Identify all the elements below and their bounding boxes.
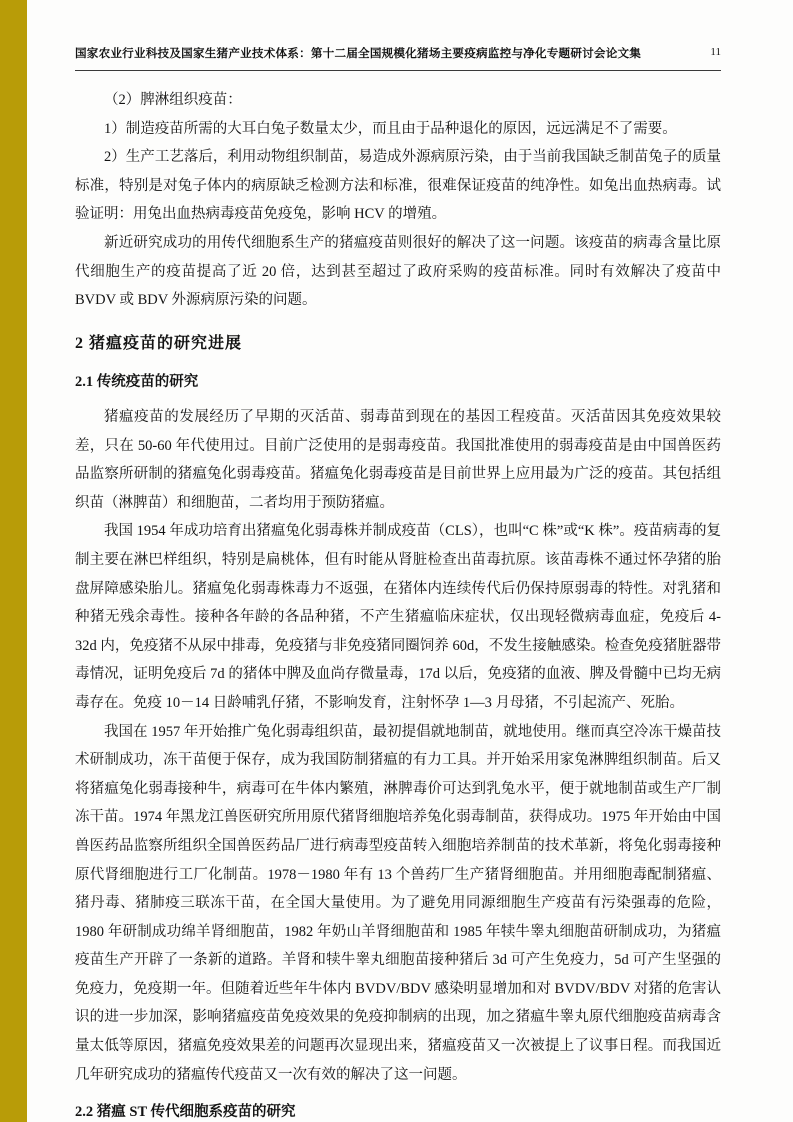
paragraph-1957-tissue-vaccine-promotion: 我国在 1957 年开始推广兔化弱毒组织苗，最初提倡就地制苗，就地使用。继而真空冷冻干燥苗技术研制成功，冻干苗便于保存，成为我国防制猪瘟的有力工具。并开始采用家兔淋脾组织制苗。后又将猪瘟兔化弱毒接种牛，病毒可在牛体内繁殖，淋脾毒价可达到乳兔水平，便于就地制苗或生产厂制冻干苗。1974 年黑龙江兽医研究所用原代猪肾细胞培养兔化弱毒制苗，获得成功。1975 年开始由中国兽医药品监察所组织全国兽医药品厂进行病毒型疫苗转入细胞培养制苗的技术革新，将兔化弱毒接种原代肾细胞进行工厂化制苗。1978－1980 年有 13 个兽药厂生产猪肾细胞苗。并用细胞毒配制猪瘟、猪丹毒、猪肺疫三联冻干苗，在全国大量使用。为了避免用同源细胞生产疫苗有污染强毒的危险，1980 年研制成功绵羊肾细胞苗，1982 年奶山羊肾细胞苗和 1985 年犊牛睾丸细胞苗研制成功，为猪瘟疫苗生产开辟了一条新的道路。羊肾和犊牛睾丸细胞苗接种猪后 3d 可产生免疫力，5d 可产生坚强的免疫力，免疫期一年。但随着近些年牛体内 BVDV/BDV 感染明显增加和对 BVDV/BDV 对猪的危害认识的进一步加深，影响猪瘟疫苗免疫效果的免疫抑制病的出现，加之猪瘟牛睾丸原代细胞疫苗病毒含量太低等原因，猪瘟免疫效果差的问题再次显现出来，猪瘟疫苗又一次被提上了议事日程。而我国近几年研究成功的猪瘟传代疫苗又一次有效的解决了这一问题。 [75,723,721,1083]
paragraph-reason-1-rabbit-shortage: 1）制造疫苗所需的大耳白兔子数量太少，而且由于品种退化的原因，远远满足不了需要。 [104,120,677,137]
subsection-heading-2-1-traditional-vaccines: 2.1 传统疫苗的研究 [75,374,199,391]
paragraph-spleen-lymph-vaccine-intro: （2）脾淋组织疫苗： [104,92,242,109]
page-header [75,46,721,70]
paragraph-1954-attenuated-strain: 我国 1954 年成功培育出猪瘟兔化弱毒株并制成疫苗（CLS），也叫“C 株”或“K 株”。疫苗病毒的复制主要在淋巴样组织，特别是扁桃体，但有时能从肾脏检查出苗毒抗原。该苗毒株不通过怀孕猪的胎盘屏障感染胎儿。猪瘟兔化弱毒株毒力不返强，在猪体内连续传代后仍保持原弱毒的特性。对乳猪和种猪无残余毒性。接种各年龄的各品种猪，不产生猪瘟临床症状，仅出现轻微病毒血症，免疫后 4-32d 内，免疫猪不从尿中排毒，免疫猪与非免疫猪同圈饲养 60d，不发生接触感染。检查免疫猪脏器带毒情况，证明免疫后 7d 的猪体中脾及血尚存微量毒，17d 以后，免疫猪的血液、脾及骨髓中已均无病毒存在。免疫 10－14 日龄哺乳仔猪，不影响发育，注射怀孕 1—3 月母猪，不引起流产、死胎。 [75,523,721,711]
page-edge-stripe [0,0,27,1122]
section-heading-2-research-progress: 2 猪瘟疫苗的研究进展 [75,334,243,352]
paragraph-vaccine-development-history: 猪瘟疫苗的发展经历了早期的灭活苗、弱毒苗到现在的基因工程疫苗。灭活苗因其免疫效果较差，只在 50-60 年代使用过。目前广泛使用的是弱毒疫苗。我国批准使用的弱毒疫苗是由中国兽医药品监察所研制的猪瘟兔化弱毒疫苗。猪瘟兔化弱毒疫苗是目前世界上应用最为广泛的疫苗。其包括组织苗（淋脾苗）和细胞苗，二者均用于预防猪瘟。 [75,409,721,511]
paragraph-reason-2-production-process: 2）生产工艺落后，利用动物组织制苗，易造成外源病原污染，由于当前我国缺乏制苗兔子的质量标准，特别是对兔子体内的病原缺乏检测方法和标准，很难保证疫苗的纯净性。如兔出血热病毒。试验证明：用兔出血热病毒疫苗免疫兔，影响 HCV 的增殖。 [75,149,721,223]
page-content-area [75,0,721,1122]
document-body [75,71,721,1122]
header-title: 国家农业行业科技及国家生猪产业技术体系：第十二届全国规模化猪场主要疫病监控与净化专题研讨会论文集 [75,47,642,60]
page-number: 11 [710,46,721,58]
subsection-heading-2-2-st-cell-line-vaccine: 2.2 猪瘟 ST 传代细胞系疫苗的研究 [75,1104,296,1121]
paragraph-cell-line-solution: 新近研究成功的用传代细胞系生产的猪瘟疫苗则很好的解决了这一问题。该疫苗的病毒含量比原代细胞生产的疫苗提高了近 20 倍，达到甚至超过了政府采购的疫苗标准。同时有效解决了疫苗中 BVDV 或 BDV 外源病原污染的问题。 [75,235,721,309]
